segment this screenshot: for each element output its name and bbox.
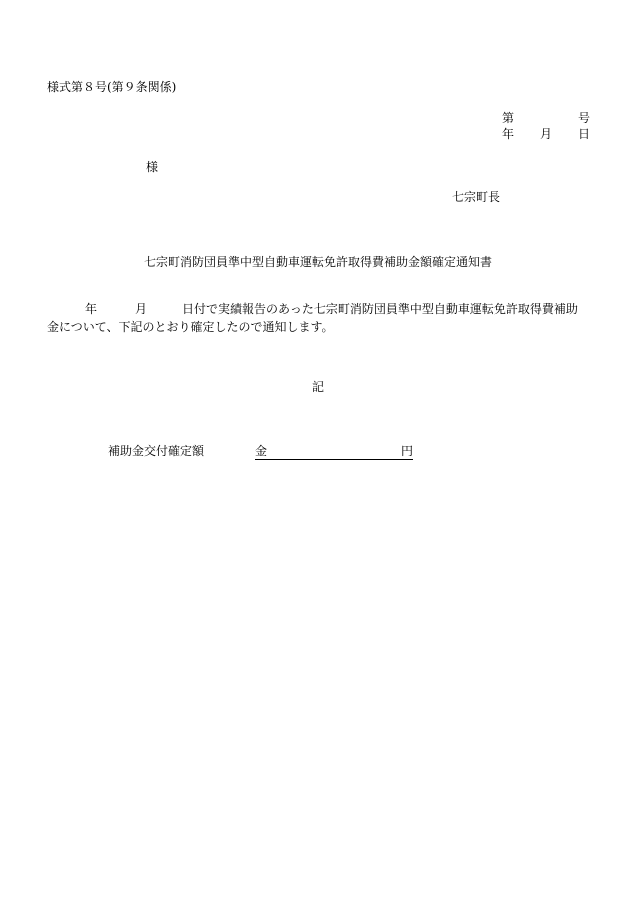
body-line-1-text: 日付で実績報告のあった七宗町消防団員準中型自動車運転免許取得費補助 (182, 302, 578, 316)
amount-label: 補助金交付確定額 (108, 444, 205, 458)
amount-field (255, 444, 413, 460)
body-paragraph (47, 300, 592, 336)
form-number: 様式第８号(第９条関係) (47, 80, 177, 94)
issue-date (502, 127, 590, 141)
document-number-prefix: 第 (501, 111, 514, 125)
body-line-2: 金について、下記のとおり確定したので通知します。 (47, 320, 334, 334)
document-number (502, 111, 590, 125)
body-year: 年 (85, 302, 98, 316)
record-heading: 記 (312, 380, 325, 394)
issue-date-year: 年 (501, 127, 514, 141)
amount-prefix: 金 (255, 444, 268, 458)
body-month: 月 (135, 302, 148, 316)
amount-suffix: 円 (400, 444, 413, 458)
document-title: 七宗町消防団員準中型自動車運転免許取得費補助金額確定通知書 (144, 255, 493, 269)
body-line-1 (47, 300, 592, 318)
addressee: 様 (146, 160, 159, 174)
document-number-suffix: 号 (577, 111, 590, 125)
issue-date-month: 月 (539, 127, 552, 141)
issue-date-day: 日 (577, 127, 590, 141)
issuer: 七宗町長 (452, 190, 501, 204)
